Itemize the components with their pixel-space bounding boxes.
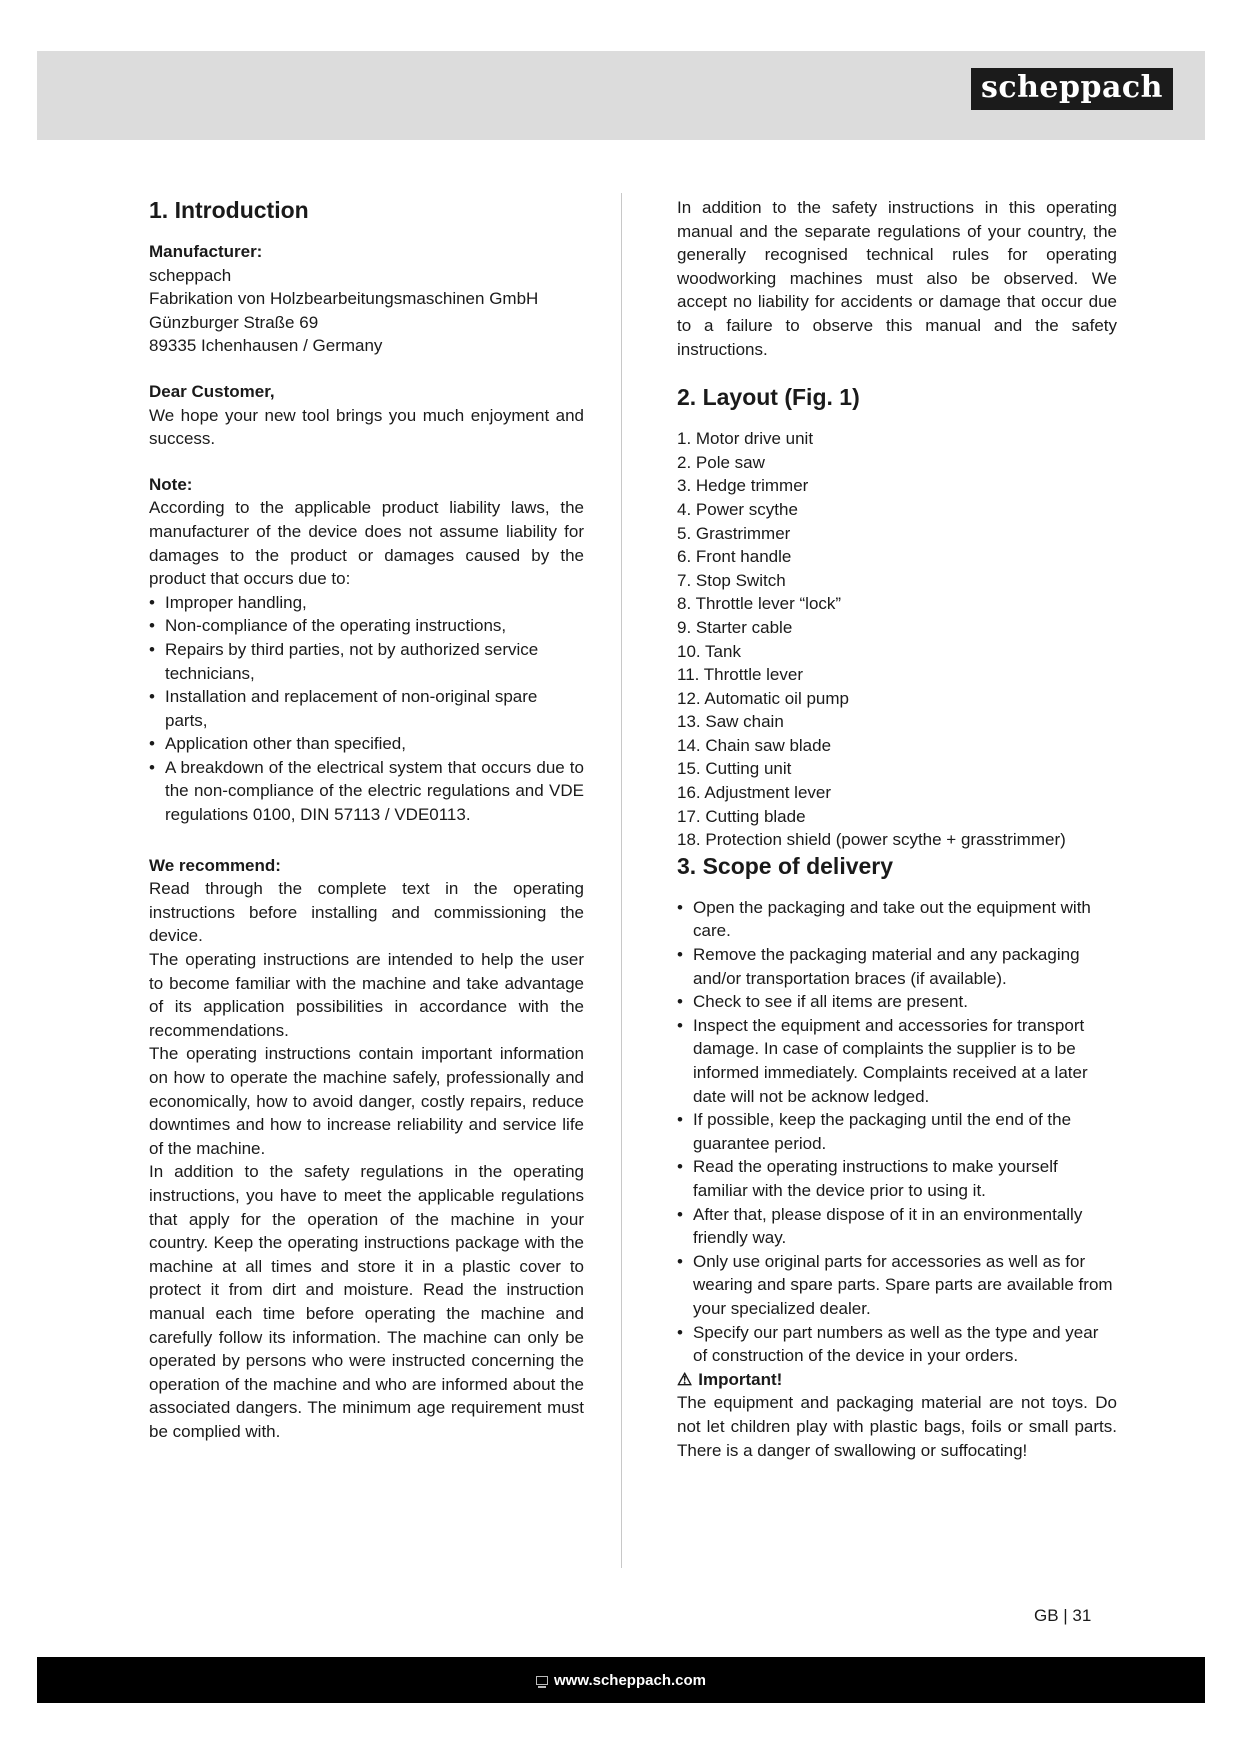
list-item: 5. Grastrimmer: [677, 523, 791, 543]
manufacturer-line: Fabrikation von Holzbearbeitungsmaschinen GmbH: [149, 289, 539, 309]
list-item: • Remove the packaging material and any packaging and/or transportation braces (if available).: [677, 943, 1117, 990]
important-label: Important!: [698, 1369, 783, 1389]
list-item: • A breakdown of the electrical system that occurs due to the non-compliance of the electric regulations and VDE regulations 0100, DIN 57113 / VDE0113.: [149, 756, 584, 827]
note-label: Note:: [149, 474, 193, 494]
monitor-icon: [536, 1676, 548, 1685]
note-text: According to the applicable product liability laws, the manufacturer of the device does not assume liability for damages to the product or damages caused by the product that occurs due to:: [149, 498, 584, 589]
list-item: • If possible, keep the packaging until the end of the guarantee period.: [677, 1108, 1117, 1155]
list-item: • After that, please dispose of it in an environmentally friendly way.: [677, 1203, 1117, 1250]
list-item: 11. Throttle lever: [677, 665, 803, 685]
list-item: • Only use original parts for accessories as well as for wearing and spare parts. Spare parts are available from your specialized dealer.: [677, 1250, 1117, 1321]
list-item: 3. Hedge trimmer: [677, 476, 809, 496]
list-item: 16. Adjustment lever: [677, 783, 832, 803]
layout-parts-list: [677, 427, 1117, 852]
list-item: • Repairs by third parties, not by authorized service technicians,: [149, 638, 584, 685]
list-item: 9. Starter cable: [677, 617, 793, 637]
list-item: 6. Front handle: [677, 547, 792, 567]
list-item: 13. Saw chain: [677, 712, 784, 732]
list-item: 14. Chain saw blade: [677, 735, 832, 755]
delivery-title: 3. Scope of delivery: [677, 852, 894, 879]
page-number: GB | 31: [1034, 1606, 1092, 1625]
brand-logo: scheppach: [971, 68, 1173, 110]
list-item: • Application other than specified,: [149, 732, 584, 756]
layout-title: 2. Layout (Fig. 1): [677, 384, 860, 411]
left-column: [149, 196, 584, 1444]
list-item: • Open the packaging and take out the equipment with care.: [677, 896, 1117, 943]
list-item: 12. Automatic oil pump: [677, 688, 849, 708]
website-link[interactable]: www.scheppach.com: [554, 1671, 706, 1689]
list-item: 18. Protection shield (power scythe + grasstrimmer): [677, 830, 1066, 850]
dear-customer-text: We hope your new tool brings you much enjoyment and success.: [149, 405, 584, 449]
manufacturer-line: scheppach: [149, 265, 232, 285]
recommend-paragraph: Read through the complete text in the operating instructions before installing and commissioning the device.: [149, 879, 584, 946]
important-heading: [677, 1368, 1117, 1392]
list-item: • Read the operating instructions to make yourself familiar with the device prior to using it.: [677, 1155, 1117, 1202]
list-item: 17. Cutting blade: [677, 806, 806, 826]
dear-customer-label: Dear Customer,: [149, 381, 275, 401]
list-item: 15. Cutting unit: [677, 759, 792, 779]
note-block: [149, 473, 584, 827]
recommend-paragraph: The operating instructions are intended to help the user to become familiar with the machine and take advantage of its application possibilities in accordance with the recommendations.: [149, 950, 584, 1040]
list-item: • Improper handling,: [149, 591, 584, 615]
list-item: • Installation and replacement of non-original spare parts,: [149, 685, 584, 732]
footer-bar: [37, 1657, 1205, 1703]
safety-intro-text: In addition to the safety instructions in this operating manual and the separate regulations of your country, the generally recognised technical rules for operating woodworking machines must also be observed. We accept no liability for accidents or damage that occur due to a failure to observe this manual and the safety instructions.: [677, 198, 1117, 359]
manufacturer-label: Manufacturer:: [149, 242, 263, 261]
recommend-paragraph: The operating instructions contain important information on how to operate the machine safely, professionally and economically, how to avoid danger, costly repairs, reduce downtimes and how to increase reliability and service life of the machine.: [149, 1044, 584, 1158]
list-item: • Inspect the equipment and accessories for transport damage. In case of complaints the supplier is to be informed immediately. Complaints received at a later date will not be acknow ledged.: [677, 1014, 1117, 1108]
list-item: • Check to see if all items are present.: [677, 990, 1117, 1014]
list-item: • Specify our part numbers as well as the type and year of construction of the device in your orders.: [677, 1321, 1117, 1368]
manufacturer-line: 89335 Ichenhausen / Germany: [149, 336, 383, 356]
delivery-bullets: [677, 896, 1117, 1368]
warning-icon: ⚠: [677, 1369, 693, 1389]
manufacturer-line: Günzburger Straße 69: [149, 312, 319, 332]
dear-customer-block: [149, 380, 584, 451]
header-band: [37, 51, 1205, 140]
list-item: 2. Pole saw: [677, 452, 765, 472]
recommend-paragraph: In addition to the safety regulations in the operating instructions, you have to meet the applicable regulations that apply for the operation of the machine in your country. Keep the operating instructions package with the machine at all times and store it in a plastic cover to protect it from dirt and moisture. Read the instruction manual each time before operating the machine and carefully follow its information. The machine can only be operated by persons who were instructed concerning the operation of the machine and who are informed about the associated dangers. The minimum age requirement must be complied with.: [149, 1162, 584, 1441]
list-item: • Non-compliance of the operating instructions,: [149, 614, 584, 638]
list-item: 7. Stop Switch: [677, 570, 786, 590]
manufacturer-block: [149, 240, 584, 358]
introduction-title: 1. Introduction: [149, 197, 309, 223]
list-item: 8. Throttle lever “lock”: [677, 594, 842, 614]
column-divider: [621, 193, 622, 1568]
list-item: 1. Motor drive unit: [677, 429, 814, 449]
important-block: [677, 1368, 1117, 1462]
recommend-label: We recommend:: [149, 855, 281, 875]
list-item: 4. Power scythe: [677, 499, 798, 519]
note-bullets: [149, 591, 584, 827]
recommend-block: [149, 854, 584, 1444]
list-item: 10. Tank: [677, 641, 741, 661]
right-column: [677, 196, 1117, 1462]
important-text: The equipment and packaging material are not toys. Do not let children play with plastic bags, foils or small parts. There is a danger of swallowing or suffocating!: [677, 1393, 1117, 1460]
